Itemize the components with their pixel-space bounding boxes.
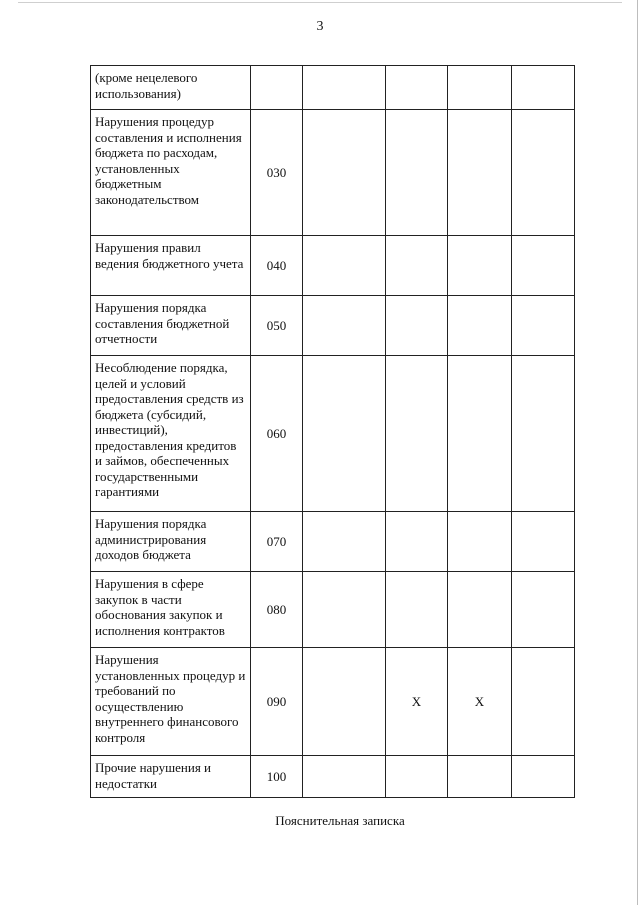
- row-code: 100: [251, 756, 303, 798]
- violation-name: Нарушения процедур составления и исполнения бюджета по расходам, установленных бюджетным законодательством: [91, 110, 251, 236]
- table-row: [91, 356, 575, 512]
- x-mark: X: [386, 648, 448, 756]
- violation-name: (кроме нецелевого использования): [91, 66, 251, 110]
- value-cell: [448, 572, 512, 648]
- value-cell: [303, 296, 386, 356]
- value-cell: [512, 296, 575, 356]
- value-cell: [386, 572, 448, 648]
- page-top-edge: [18, 2, 622, 3]
- row-code: 080: [251, 572, 303, 648]
- table-row: [91, 512, 575, 572]
- row-code: 070: [251, 512, 303, 572]
- row-code: 030: [251, 110, 303, 236]
- row-code: 040: [251, 236, 303, 296]
- row-code: [251, 66, 303, 110]
- violation-name: Нарушения порядка составления бюджетной отчетности: [91, 296, 251, 356]
- value-cell: [303, 110, 386, 236]
- value-cell: [512, 66, 575, 110]
- table-row: [91, 572, 575, 648]
- page-number: 3: [316, 19, 324, 34]
- table-row: [91, 296, 575, 356]
- value-cell: [448, 512, 512, 572]
- table-row: [91, 66, 575, 110]
- violation-name: Нарушения установленных процедур и требований по осуществлению внутреннего финансового контроля: [91, 648, 251, 756]
- page-right-edge: [637, 0, 638, 905]
- value-cell: [448, 296, 512, 356]
- table-row: [91, 756, 575, 798]
- value-cell: [303, 648, 386, 756]
- x-mark: X: [448, 648, 512, 756]
- value-cell: [512, 756, 575, 798]
- value-cell: [512, 356, 575, 512]
- value-cell: [303, 66, 386, 110]
- value-cell: [448, 66, 512, 110]
- value-cell: [386, 296, 448, 356]
- value-cell: [448, 236, 512, 296]
- value-cell: [303, 572, 386, 648]
- value-cell: [303, 236, 386, 296]
- value-cell: [512, 512, 575, 572]
- value-cell: [512, 110, 575, 236]
- value-cell: [512, 648, 575, 756]
- value-cell: [386, 236, 448, 296]
- violation-name: Нарушения в сфере закупок в части обоснования закупок и исполнения контрактов: [91, 572, 251, 648]
- value-cell: [512, 236, 575, 296]
- row-code: 090: [251, 648, 303, 756]
- row-code: 050: [251, 296, 303, 356]
- violation-name: Нарушения правил ведения бюджетного учета: [91, 236, 251, 296]
- violation-name: Несоблюдение порядка, целей и условий предоставления средств из бюджета (субсидий, инвестиций), предоставления кредитов и займов, обеспеченных государственными гарантиями: [91, 356, 251, 512]
- value-cell: [448, 356, 512, 512]
- value-cell: [303, 512, 386, 572]
- table-row: [91, 648, 575, 756]
- row-code: 060: [251, 356, 303, 512]
- value-cell: [303, 756, 386, 798]
- value-cell: [512, 572, 575, 648]
- violations-table: [90, 65, 575, 798]
- value-cell: [303, 356, 386, 512]
- value-cell: [386, 356, 448, 512]
- value-cell: [386, 756, 448, 798]
- value-cell: [448, 110, 512, 236]
- value-cell: [386, 66, 448, 110]
- table-row: [91, 236, 575, 296]
- table-row: [91, 110, 575, 236]
- violation-name: Нарушения порядка администрирования доходов бюджета: [91, 512, 251, 572]
- section-caption: Пояснительная записка: [275, 813, 405, 828]
- violation-name: Прочие нарушения и недостатки: [91, 756, 251, 798]
- value-cell: [386, 110, 448, 236]
- value-cell: [448, 756, 512, 798]
- value-cell: [386, 512, 448, 572]
